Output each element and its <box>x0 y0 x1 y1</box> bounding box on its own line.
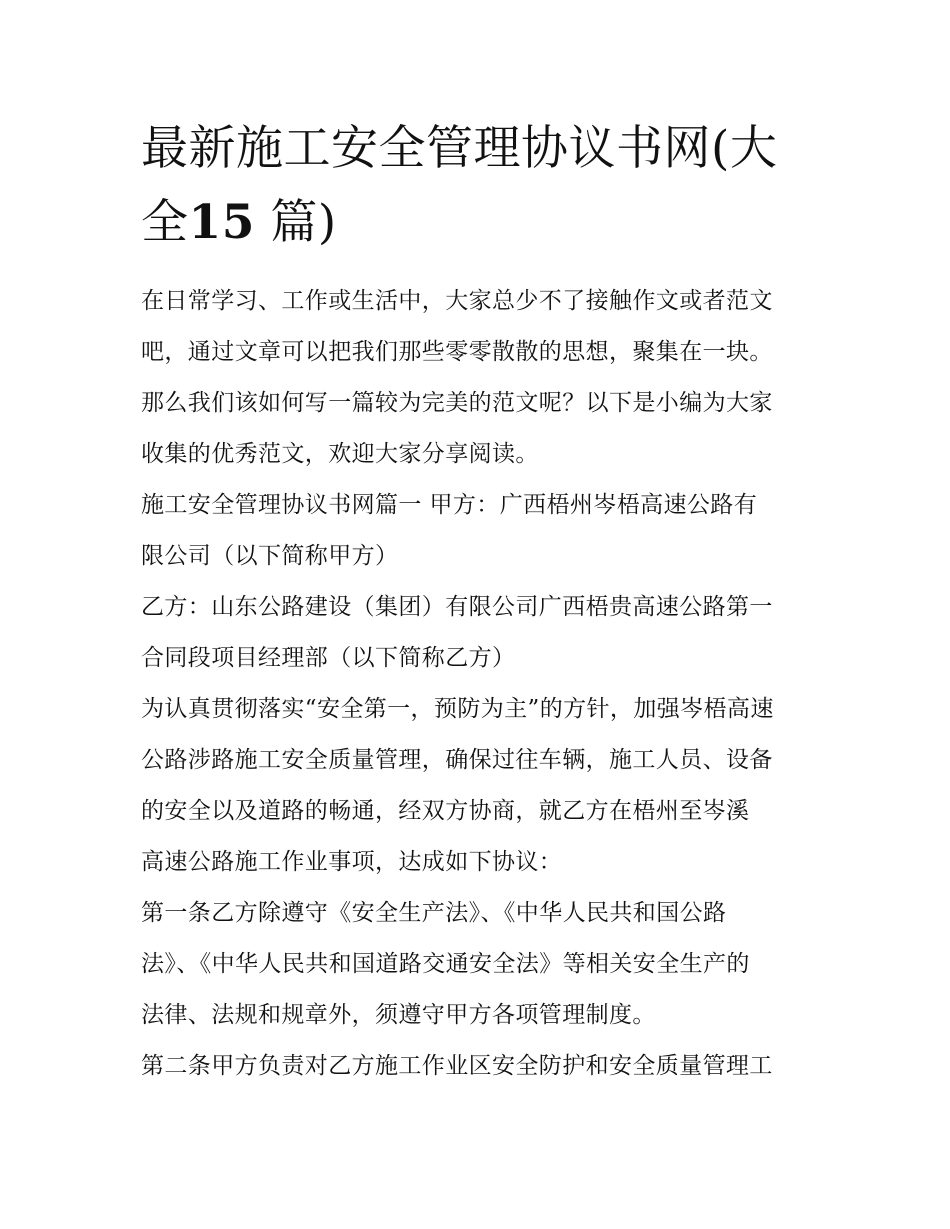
paragraph-article-1 <box>141 888 813 1041</box>
text-line: 第二条甲方负责对乙方施工作业区安全防护和安全质量管理工 <box>141 1053 773 1079</box>
text-line: 法》、《中华人民共和国道路交通安全法》等相关安全生产的 <box>141 951 750 977</box>
paragraph-party-b <box>141 582 813 684</box>
text-line: 收集的优秀范文，欢迎大家分享阅读。 <box>141 441 539 467</box>
title-line-2-suffix: 篇) <box>254 195 337 250</box>
text-line: 为认真贯彻落实“安全第一，预防为主”的方针，加强岑梧高速 <box>141 696 774 722</box>
paragraph-purpose <box>141 684 813 888</box>
paragraph-article-2 <box>141 1041 813 1092</box>
text-line: 吧，通过文章可以把我们那些零零散散的思想，聚集在一块。 <box>141 339 773 365</box>
document-title <box>141 112 813 260</box>
text-line: 公路涉路施工安全质量管理，确保过往车辆，施工人员、设备 <box>141 747 773 773</box>
title-line-2-prefix: 全 <box>141 195 189 250</box>
text-line: 的安全以及道路的畅通，经双方协商，就乙方在梧州至岑溪 <box>141 798 750 824</box>
title-line-2 <box>141 186 813 260</box>
paragraph-intro <box>141 276 813 480</box>
text-line: 乙方：山东公路建设（集团）有限公司广西梧贵高速公路第一 <box>141 594 773 620</box>
text-line: 高速公路施工作业事项，达成如下协议： <box>141 849 563 875</box>
text-line: 第一条乙方除遵守《安全生产法》、《中华人民共和国公路 <box>141 900 727 926</box>
text-line: 法律、法规和规章外，须遵守甲方各项管理制度。 <box>141 1002 656 1028</box>
text-line: 那么我们该如何写一篇较为完美的范文呢？以下是小编为大家 <box>141 390 773 416</box>
text-line: 施工安全管理协议书网篇一 甲方：广西梧州岑梧高速公路有 <box>141 492 758 518</box>
text-line: 合同段项目经理部（以下简称乙方） <box>141 645 516 671</box>
title-spacing <box>141 260 813 276</box>
document-body <box>141 112 813 1092</box>
text-line: 在日常学习、工作或生活中，大家总少不了接触作文或者范文 <box>141 288 773 314</box>
paragraph-party-a <box>141 480 813 582</box>
title-line-1: 最新施工安全管理协议书网(大 <box>141 121 778 176</box>
text-line: 限公司（以下简称甲方） <box>141 543 399 569</box>
title-count: 15 <box>188 195 255 250</box>
